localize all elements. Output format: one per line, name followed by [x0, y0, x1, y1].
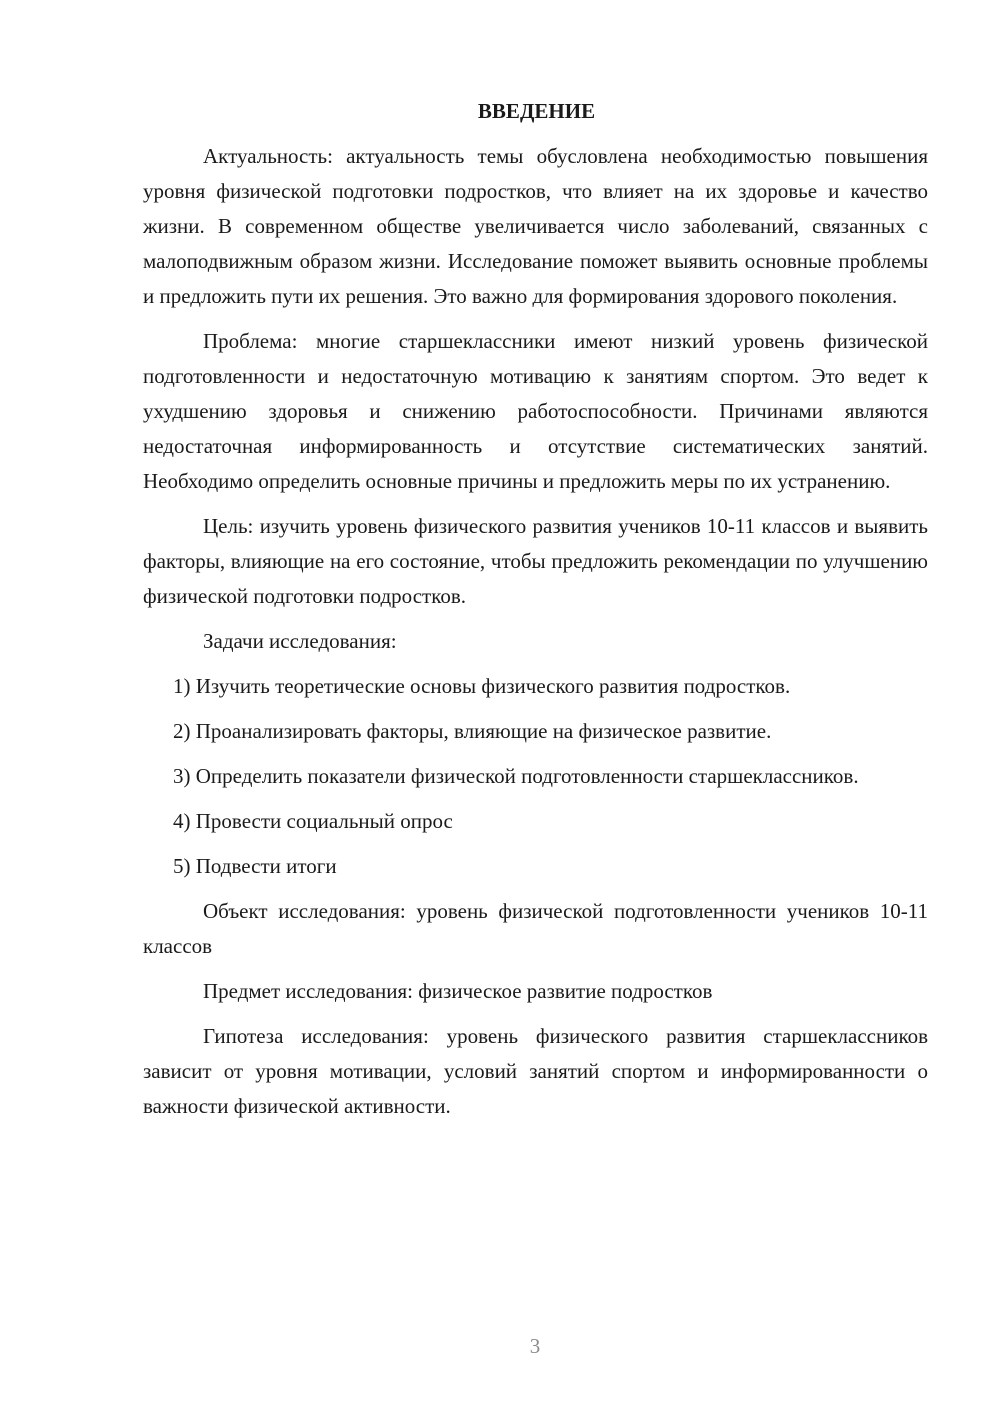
- task-item-3: 3) Определить показатели физической подготовленности старшеклассников.: [173, 764, 859, 788]
- task-item-5: 5) Подвести итоги: [173, 854, 337, 878]
- paragraph-subject: Предмет исследования: физическое развитие подростков: [203, 979, 713, 1003]
- task-item-1: 1) Изучить теоретические основы физического развития подростков.: [173, 674, 791, 698]
- task-item-2: 2) Проанализировать факторы, влияющие на физическое развитие.: [173, 719, 772, 743]
- page-title: ВВЕДЕНИЕ: [477, 99, 596, 123]
- task-item-4: 4) Провести социальный опрос: [173, 809, 453, 833]
- page-number: 3: [529, 1334, 541, 1358]
- paragraph-relevance: Актуальность: актуальность темы обусловлена необходимостью повышения уровня физической подготовки подростков, что влияет на их здоровье и качество жизни. В современном обществе увеличивается число заболеваний, связанных с малоподвижным образом жизни. Исследование поможет выявить основные проблемы и предложить пути их решения. Это важно для формирования здорового поколения.: [143, 144, 928, 308]
- paragraph-hypothesis: Гипотеза исследования: уровень физического развития старшеклассников зависит от уровня мотивации, условий занятий спортом и информированности о важности физической активности.: [143, 1024, 928, 1118]
- paragraph-goal: Цель: изучить уровень физического развития учеников 10-11 классов и выявить факторы, влияющие на его состояние, чтобы предложить рекомендации по улучшению физической подготовки подростков.: [143, 514, 928, 608]
- paragraph-object: Объект исследования: уровень физической подготовленности учеников 10-11 классов: [143, 899, 928, 958]
- paragraph-problem: Проблема: многие старшеклассники имеют низкий уровень физической подготовленности и недостаточную мотивацию к занятиям спортом. Это ведет к ухудшению здоровья и снижению работоспособности. Причинами являются недостаточная информированность и отсутствие систематических занятий. Необходимо определить основные причины и предложить меры по их устранению.: [143, 329, 928, 493]
- tasks-heading: Задачи исследования:: [203, 629, 397, 653]
- document-body: [143, 94, 928, 1134]
